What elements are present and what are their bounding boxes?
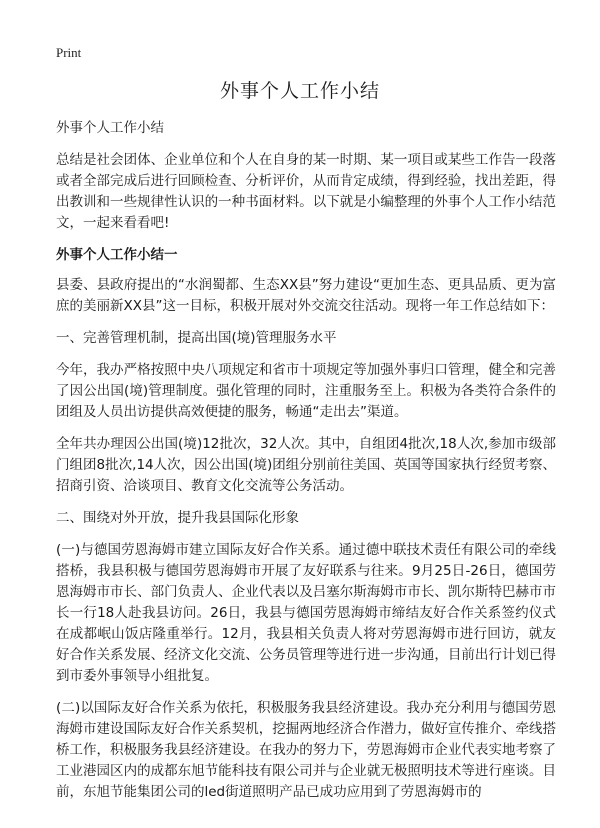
document-body	[56, 118, 556, 814]
subsection-heading: 一、完善管理机制，提高出国(境)管理服务水平	[56, 330, 337, 346]
subsection-heading: 二、围绕对外开放，提升我县国际化形象	[56, 510, 299, 526]
body-paragraph: (二)以国际友好合作关系为依托，积极服务我县经济建设。我办充分利用与德国劳恩海姆市建设国际友好合作关系契机，挖掘两地经济合作潜力，做好宣传推介、牵线搭桥工作，积极服务我县经济建设。在我办的努力下，劳恩海姆市企业代表实地考察了工业港园区内的成都东旭节能科技有限公司并与企业就无极照明技术等进行座谈。目前，东旭节能集团公司的led街道照明产品已成功应用到了劳恩海姆市的	[56, 700, 556, 800]
body-paragraph: 县委、县政府提出的“水润蜀都、生态XX县”努力建设“更加生态、更具品质、更为富庶的美丽新XX县”这一目标，积极开展对外交流交往活动。现将一年工作总结如下：	[56, 277, 556, 314]
document-subtitle: 外事个人工作小结	[56, 120, 164, 136]
body-paragraph: (一)与德国劳恩海姆市建立国际友好合作关系。通过德中联技术责任有限公司的牵线搭桥，我县积极与德国劳恩海姆市开展了友好联系与往来。9月25日-26日，德国劳恩海姆市市长、部门负责人、企业代表以及吕塞尔斯海姆市市长、凯尔斯特巴赫市市长一行18人赴我县访问。26日，我县与德国劳恩海姆市缔结友好合作关系签约仪式在成都岷山饭店隆重举行。12月，我县相关负责人将对劳恩海姆市进行回访，就友好合作关系发展、经济文化交流、公务员管理等进行进一步沟通，目前出行计划已得到市委外事领导小组批复。	[56, 542, 556, 684]
body-paragraph: 今年，我办严格按照中央八项规定和省市十项规定等加强外事归口管理，健全和完善了因公出国(境)管理制度。强化管理的同时，注重服务至上。积极为各类符合条件的团组及人员出访提供高效便捷的服务，畅通“走出去”渠道。	[56, 362, 556, 420]
section-heading: 外事个人工作小结一	[56, 247, 178, 263]
body-paragraph: 全年共办理因公出国(境)12批次，32人次。其中，自组团4批次,18人次,参加市级部门组团8批次,14人次，因公出国(境)团组分别前往美国、英国等国家执行经贸考察、招商引资、洽谈项目、教育文化交流等公务活动。	[56, 436, 556, 494]
intro-paragraph: 总结是社会团体、企业单位和个人在自身的某一时期、某一项目或某些工作告一段落或者全部完成后进行回顾检查、分析评价，从而肯定成绩，得到经验，找出差距，得出教训和一些规律性认识的一种书面材料。以下就是小编整理的外事个人工作小结范文，一起来看看吧!	[56, 152, 556, 231]
document-title: 外事个人工作小结	[219, 80, 380, 102]
print-label: Print	[56, 45, 82, 60]
